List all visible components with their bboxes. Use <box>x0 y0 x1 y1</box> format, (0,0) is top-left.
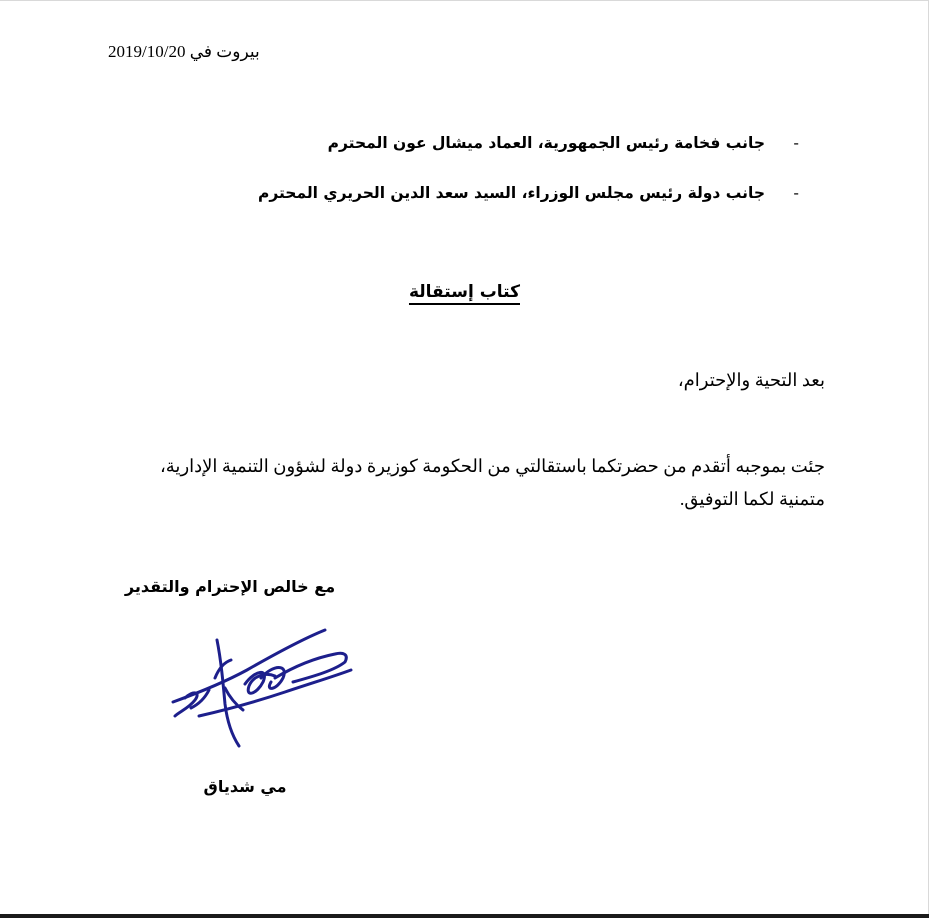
subject-heading <box>0 282 929 302</box>
greeting: بعد التحية والإحترام، <box>677 370 825 390</box>
body-line: جئت بموجبه أتقدم من حضرتكما باستقالتي من الحكومة كوزيرة دولة لشؤون التنمية الإدارية، <box>159 456 825 476</box>
recipient-text: جانب فخامة رئيس الجمهورية، العماد ميشال عون المحترم <box>327 134 765 152</box>
recipient-list <box>179 134 799 234</box>
letter-body <box>105 450 825 516</box>
signature-icon <box>165 620 365 760</box>
bottom-edge-bar <box>0 914 929 918</box>
date-line: بيروت في 2019/10/20 <box>108 42 260 61</box>
recipient-dash: - <box>793 134 799 152</box>
recipient-text: جانب دولة رئيس مجلس الوزراء، السيد سعد الدين الحريري المحترم <box>257 184 765 202</box>
recipient-item <box>179 184 799 234</box>
closing-phrase: مع خالص الإحترام والتقدير <box>124 577 336 596</box>
body-line: متمنية لكما التوفيق. <box>679 489 825 509</box>
signer-name: مي شدياق <box>203 777 287 796</box>
recipient-dash: - <box>793 184 799 202</box>
recipient-item <box>179 134 799 184</box>
subject-text: كتاب إستقالة <box>408 282 520 302</box>
